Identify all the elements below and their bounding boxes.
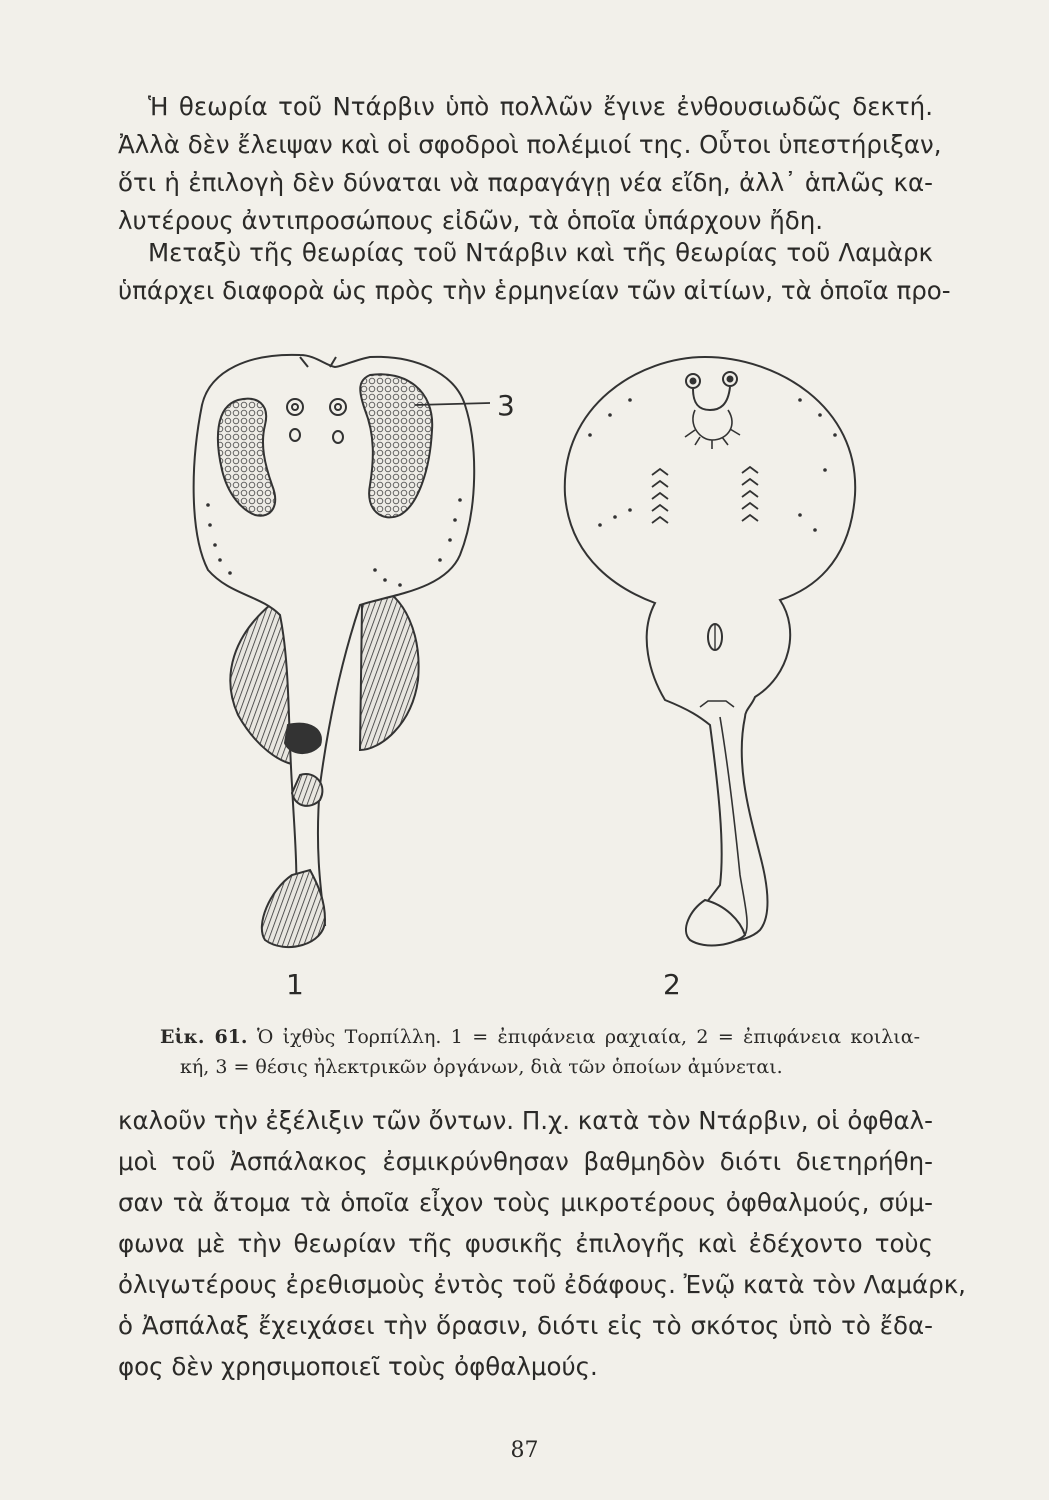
page-number: 87 xyxy=(510,1438,539,1463)
text-line: ὅτι ἡ ἐπιλογὴ δὲν δύναται νὰ παραγάγῃ νέα εἴδη, ἀλλ᾽ ἁπλῶς κα- xyxy=(118,168,933,197)
text-line: μοὶ τοῦ Ἀσπάλακος ἐσμικρύνθησαν βαθμηδὸν διότι διετηρήθη- xyxy=(118,1147,933,1176)
text-line: ὁ Ἀσπάλαξ ἔχειχάσει τὴν ὅρασιν, διότι εἰς τὸ σκότος ὑπὸ τὸ ἔδα- xyxy=(118,1311,933,1340)
text-line: Ἡ θεωρία τοῦ Ντάρβιν ὑπὸ πολλῶν ἔγινε ἐνθουσιωδῶς δεκτή. xyxy=(148,92,933,121)
text-line: φωνα μὲ τὴν θεωρίαν τῆς φυσικῆς ἐπιλογῆς καὶ ἐδέχοντο τοὺς xyxy=(118,1229,933,1258)
text-line: σαν τὰ ἄτομα τὰ ὁποῖα εἶχον τοὺς μικροτέρους ὀφθαλμούς, σύμ- xyxy=(118,1188,933,1217)
text-line: Ἀλλὰ δὲν ἔλειψαν καὶ οἱ σφοδροὶ πολέμιοί της. Οὗτοι ὑπεστήριξαν, xyxy=(118,130,942,159)
torpedo-fish-figure xyxy=(160,345,880,1005)
paragraph-2 xyxy=(118,234,951,310)
text-line: Μεταξὺ τῆς θεωρίας τοῦ Ντάρβιν καὶ τῆς θεωρίας τοῦ Λαμὰρκ xyxy=(148,238,933,267)
text-line: ὑπάρχει διαφορὰ ὡς πρὸς τὴν ἑρμηνείαν τῶν αἰτίων, τὰ ὁποῖα προ- xyxy=(118,276,951,305)
text-line: λυτέρους ἀντιπροσώπους εἰδῶν, τὰ ὁποῖα ὑπάρχουν ἤδη. xyxy=(118,206,824,235)
caption-line-1 xyxy=(160,1022,920,1052)
caption-text-1: Ὁ ἰχθὺς Τορπίλλη. 1 = ἐπιφάνεια ραχιαία, 2 = ἐπιφάνεια κοιλια- xyxy=(247,1026,921,1048)
figure-caption xyxy=(160,1022,920,1082)
caudal-fin-lower-1 xyxy=(285,724,321,753)
tail-fin xyxy=(262,870,325,947)
dorsal-fin-right xyxy=(360,585,419,750)
text-line: καλοῦν τὴν ἐξέλιξιν τῶν ὄντων. Π.χ. κατὰ τὸν Ντάρβιν, οἱ ὀφθαλ- xyxy=(118,1106,933,1135)
text-line: φος δὲν χρησιμοποιεῖ τοὺς ὀφθαλμούς. xyxy=(118,1352,598,1381)
dorsal-view xyxy=(194,355,515,947)
paragraph-1 xyxy=(118,88,942,240)
ventral-view xyxy=(565,357,855,945)
ventral-body-disc xyxy=(565,357,855,942)
label-3: 3 xyxy=(497,389,515,422)
paragraph-3 xyxy=(118,1100,966,1387)
text-line: ὀλιγωτέρους ἐρεθισμοὺς ἐντὸς τοῦ ἐδάφους. Ἐνῷ κατὰ τὸν Λαμάρκ, xyxy=(118,1270,966,1299)
caption-line-2: κή, 3 = θέσις ἠλεκτρικῶν ὀργάνων, διὰ τῶν ὁποίων ἀμύνεται. xyxy=(180,1056,783,1078)
figure-label-1: 1 xyxy=(286,968,304,1001)
figure-label-2: 2 xyxy=(663,968,681,1001)
caption-figure-ref: Εἰκ. 61. xyxy=(160,1026,248,1048)
